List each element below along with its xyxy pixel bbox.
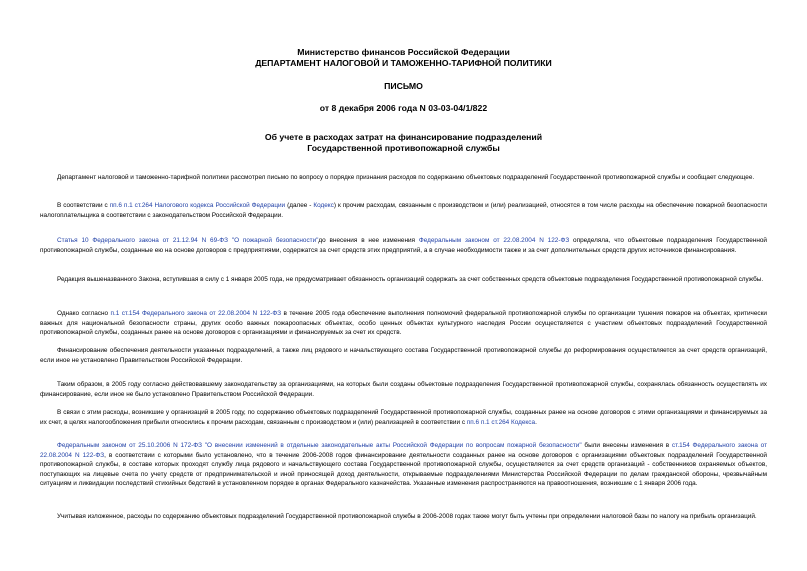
paragraph-7: Таким образом, в 2005 году согласно действовавшему законодательству за организациями, на которых были созданы объектовые подразделения Государственной противопожарной службы, сохранялась обязанность осуществлять их финансирование, если иное не было установлено Правительством Российской Федерации. [40, 381, 767, 398]
link-code-article-264[interactable]: пп.6 п.1 ст.264 Кодекса [466, 418, 536, 426]
link-federal-law-172[interactable]: Федеральным законом от 25.10.2006 N 172-ФЗ "О внесении изменений в отдельные законодательные акты Российской Федерации по вопросам пожарной безопасности" [57, 442, 582, 449]
paragraph-3 [40, 236, 767, 255]
paragraph-10: Учитывая изложенное, расходы по содержанию объектовых подразделений Государственной противопожарной службы в 2006-2008 годах также могут быть учтены при определении налоговой базы по налогу на прибыль организаций. [57, 513, 757, 520]
paragraph-text: были внесены изменения в [581, 442, 672, 449]
document-subject [0, 132, 807, 154]
paragraph-text: в течение 2005 года обеспечение выполнения полномочий федеральной противопожарной службы по организации тушения пожаров на объектах, критически важных для национальной безопасности страны, других особо важных пожароопасных объектах, особо ценных объектах культурного наследия России осуществляется с участием объектовых подразделений Государственной противопожарной службы, созданных ранее на основе договоров с организациями и финансируемых за счет их средств. [40, 310, 767, 337]
subject-line-1: Об учете в расходах затрат на финансирование подразделений [264, 132, 543, 142]
paragraph-8 [40, 408, 767, 427]
paragraph-text: определяла, что объектовые подразделения Государственной противопожарной службы, созданные ею на основе договоров с предприятиями, содержатся за счет средств этих предприятий, а в случае необходимости также и за счет дополнительных средств других источников финансирования. [40, 237, 767, 254]
document-type: ПИСЬМО [384, 81, 423, 91]
issuer-ministry: Министерство финансов Российской Федерации [297, 47, 510, 57]
paragraph-text: до внесения в нее изменения [318, 237, 419, 244]
paragraph-6: Финансирование обеспечения деятельности указанных подразделений, а также лиц рядового и начальствующего состава Государственной противопожарной службы до реформирования осуществляется за счет средств организаций, если иное не установлено Правительством Российской Федерации. [40, 347, 767, 364]
paragraph-text: ) к прочим расходам, связанным с производством и (или) реализацией, относятся в том числе расходы на обеспечение пожарной безопасности налогоплательщика в соответствии с законодательством Российской Федерации. [40, 202, 767, 219]
paragraph-text: В соответствии с [57, 202, 110, 209]
paragraph-text: В связи с этим расходы, возникшие у организаций в 2005 году, по содержанию объектовых подразделений Государственной противопожарной службы, созданных ранее на основе договоров с этими организациями и финансируемых за их счет, в целях налогообложения прибыли относились к прочим расходам, связанным с производством и (или) реализацией в соответствии с [40, 409, 767, 426]
paragraph-text: Однако согласно [57, 310, 111, 317]
paragraph-9 [40, 441, 767, 489]
paragraph-5 [40, 309, 767, 338]
link-code[interactable]: Кодекс [313, 202, 334, 209]
subject-line-2: Государственной противопожарной службы [307, 143, 500, 153]
paragraph-text: (далее - [285, 202, 314, 209]
link-law-122-article-154-amended[interactable]: ст.154 Федерального закона от 22.08.2004 N 122-ФЗ [40, 442, 767, 459]
paragraph-4: Редакция вышеназванного Закона, вступившая в силу с 1 января 2005 года, не предусматривает обязанность организаций содержать за счет собственных средств объектовые подразделения Государственной противопожарной службы. [57, 276, 764, 283]
paragraph-text: , в соответствии с которыми было установлено, что в течение 2006-2008 годов финансирование деятельности созданных ранее на основе договоров с организациями объектовых подразделений Государственной противопожарной службы, в составе которых проходят службу лица рядового и начальствующего состава Государственной противопожарной службы, осуществляется за счет средств организаций - собственников охраняемых объектов, поступающих на лицевые счета по учету средств от предпринимательской и иной приносящей доход деятельности, открываемые подразделениями Министерства Российской Федерации по делам гражданской обороны, чрезвычайным ситуациям и ликвидации последствий стихийных бедствий в установленном порядке в органах Федерального казначейства. Указанные изменения распространяются на правоотношения, возникшие с 1 января 2006 года. [40, 451, 767, 488]
link-law-122-article-154[interactable]: п.1 ст.154 Федерального закона от 22.08.2004 N 122-ФЗ [110, 310, 282, 317]
paragraph-text: . [535, 418, 537, 426]
paragraph-1: Департамент налоговой и таможенно-тарифной политики рассмотрел письмо по вопросу о порядке признания расходов по содержанию объектовых подразделений Государственной противопожарной службы и сообщает следующее. [57, 174, 755, 181]
link-fire-safety-law[interactable]: Статья 10 Федерального закона от 21.12.94 N 69-ФЗ "О пожарной безопасности" [57, 237, 319, 244]
document-date-number: от 8 декабря 2006 года N 03-03-04/1/822 [319, 103, 488, 113]
paragraph-2 [40, 201, 767, 220]
link-federal-law-122[interactable]: Федеральным законом от 22.08.2004 N 122-ФЗ [418, 237, 570, 244]
issuer-department: ДЕПАРТАМЕНТ НАЛОГОВОЙ И ТАМОЖЕННО-ТАРИФНОЙ ПОЛИТИКИ [255, 58, 552, 68]
link-tax-code-article[interactable]: пп.6 п.1 ст.264 Налогового кодекса Российской Федерации [109, 202, 286, 209]
